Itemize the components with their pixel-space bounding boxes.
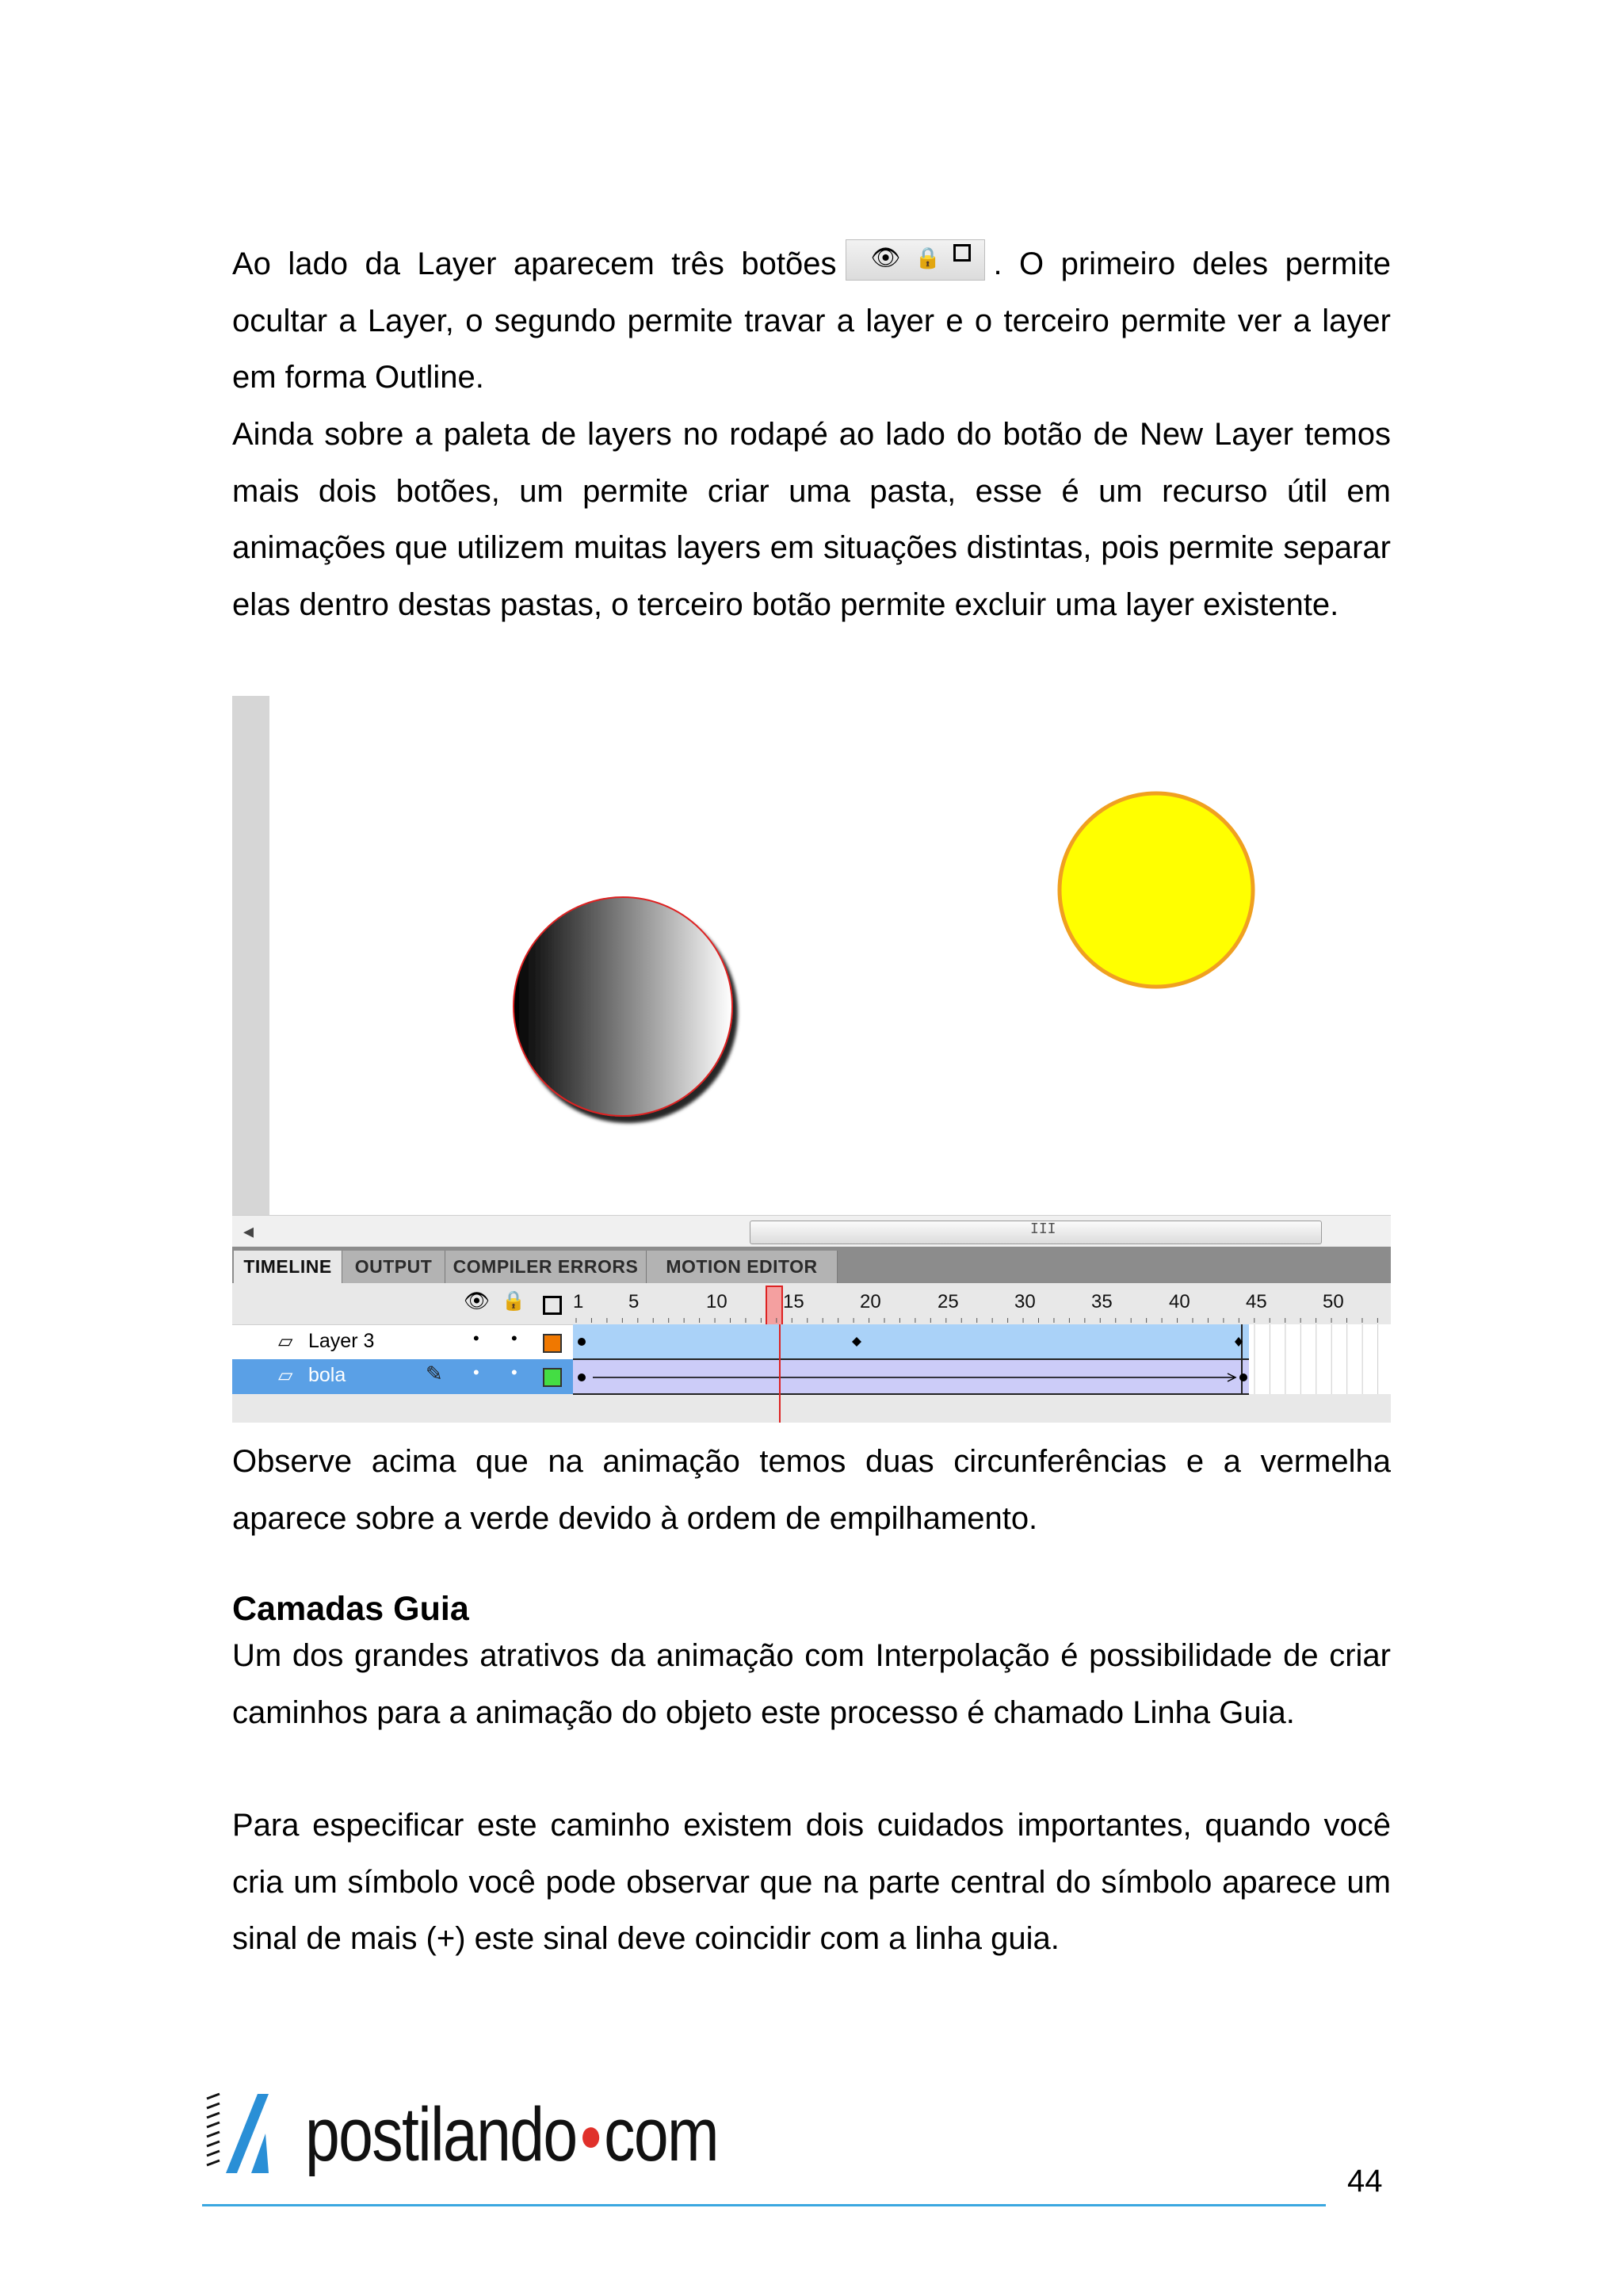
logo-text-right: com (604, 2092, 718, 2177)
bola-label: bola (308, 1364, 346, 1386)
logo-wordmark (305, 2088, 718, 2183)
playhead-marker[interactable] (766, 1286, 782, 1324)
frame-label-1: 1 (573, 1291, 584, 1312)
timeline-panel (232, 1247, 1391, 1423)
layer-row-bola[interactable] (232, 1359, 1391, 1394)
paragraph-guide-symbol (232, 1797, 1391, 1968)
eye-column-icon[interactable]: 👁 (464, 1289, 491, 1313)
scroll-left-arrow-icon[interactable]: ◂ (243, 1219, 254, 1243)
stage-area (232, 696, 1391, 1215)
paragraph-guide-intro (232, 1628, 1391, 1741)
stage-scrollbar[interactable] (232, 1215, 1391, 1247)
paragraph-folders (232, 407, 1391, 633)
tab-compiler-errors[interactable]: COMPILER ERRORS (445, 1251, 647, 1283)
footer-rule (202, 2204, 1326, 2206)
pencil-icon: ✎ (426, 1362, 443, 1386)
layer-buttons-image (846, 239, 985, 281)
para5-text: Para especificar este caminho existem dois cuidados importantes, quando você cria um símbolo você pode observar que na parte central do símbolo aparece um sinal de mais (+) este sinal deve coincidir com a linha guia. (232, 1808, 1391, 1956)
frame-label-50: 50 (1323, 1291, 1344, 1312)
logo-mark (202, 2084, 297, 2203)
layer3-frames[interactable] (573, 1324, 1391, 1359)
bola-layer-icon: ▱ (278, 1364, 293, 1386)
bola-name-cell[interactable] (232, 1359, 573, 1394)
layer3-icon: ▱ (278, 1330, 293, 1352)
lock-icon: 🔒 (915, 246, 941, 270)
layer3-lock-dot[interactable]: • (511, 1328, 517, 1348)
section-heading: Camadas Guia (232, 1590, 469, 1628)
para3-text: Observe acima que na animação temos duas circunferências e a vermelha aparece sobre a verde devido à ordem de empilhamento. (232, 1444, 1391, 1536)
paragraph-layer-buttons (232, 236, 1391, 407)
bola-outline-color[interactable] (543, 1368, 562, 1387)
panel-tabs (232, 1247, 1391, 1283)
timeline-header (232, 1283, 1391, 1324)
tab-timeline[interactable]: TIMELINE (234, 1251, 342, 1283)
frame-label-15: 15 (783, 1291, 804, 1312)
outline-column-icon[interactable] (543, 1296, 562, 1315)
layer3-outline-color[interactable] (543, 1334, 562, 1353)
bola-lock-dot[interactable]: • (511, 1362, 517, 1382)
logo-text-left: postilando (305, 2092, 577, 2177)
page-number: 44 (1347, 2164, 1383, 2199)
frame-label-20: 20 (860, 1291, 881, 1312)
bola-frames[interactable] (573, 1359, 1391, 1394)
logo-dot-icon: ● (579, 2108, 601, 2161)
para4-text: Um dos grandes atrativos da animação com Interpolação é possibilidade de criar caminhos para a animação do objeto este processo é chamado Linha Guia. (232, 1638, 1391, 1730)
para1-text-b: . O primeiro deles permite ocultar a Layer, o segundo permite travar a layer e o terceiro permite ver a layer em forma Outline. (232, 246, 1392, 395)
layer-row-layer3[interactable] (232, 1324, 1391, 1359)
tab-output[interactable]: OUTPUT (342, 1251, 445, 1283)
frame-label-45: 45 (1246, 1291, 1267, 1312)
para1-text-a: Ao lado da Layer aparecem três botões (232, 246, 837, 281)
para2-text: Ainda sobre a paleta de layers no rodapé ao lado do botão de New Layer temos mais dois botões, um permite criar uma pasta, esse é um recurso útil em animações que utilizem muitas layers em situações distintas, pois permite separar elas dentro destas pastas, o terceiro botão permite excluir uma layer existente. (232, 417, 1391, 622)
frame-label-5: 5 (628, 1291, 640, 1312)
paragraph-stacking (232, 1434, 1391, 1547)
ruler-ticks (573, 1283, 1391, 1324)
layer3-name-cell[interactable] (232, 1324, 573, 1360)
frame-label-25: 25 (938, 1291, 959, 1312)
layer3-label: Layer 3 (308, 1330, 375, 1352)
eye-icon: 👁 (870, 244, 901, 272)
frame-label-30: 30 (1014, 1291, 1036, 1312)
lock-column-icon[interactable]: 🔒 (502, 1289, 525, 1312)
tab-motion-editor[interactable]: MOTION EDITOR (647, 1251, 838, 1283)
footer-logo (202, 2084, 725, 2203)
frame-label-10: 10 (706, 1291, 727, 1312)
bola-eye-dot[interactable]: • (473, 1362, 479, 1382)
layer3-eye-dot[interactable]: • (473, 1328, 479, 1348)
gradient-ball (514, 897, 732, 1116)
yellow-circle (1060, 793, 1253, 987)
frame-label-40: 40 (1169, 1291, 1190, 1312)
outline-icon (953, 244, 971, 262)
scroll-grip: III (1030, 1221, 1056, 1237)
stage-canvas (232, 696, 1391, 1215)
frame-ruler[interactable] (573, 1283, 1391, 1324)
frame-label-35: 35 (1091, 1291, 1113, 1312)
